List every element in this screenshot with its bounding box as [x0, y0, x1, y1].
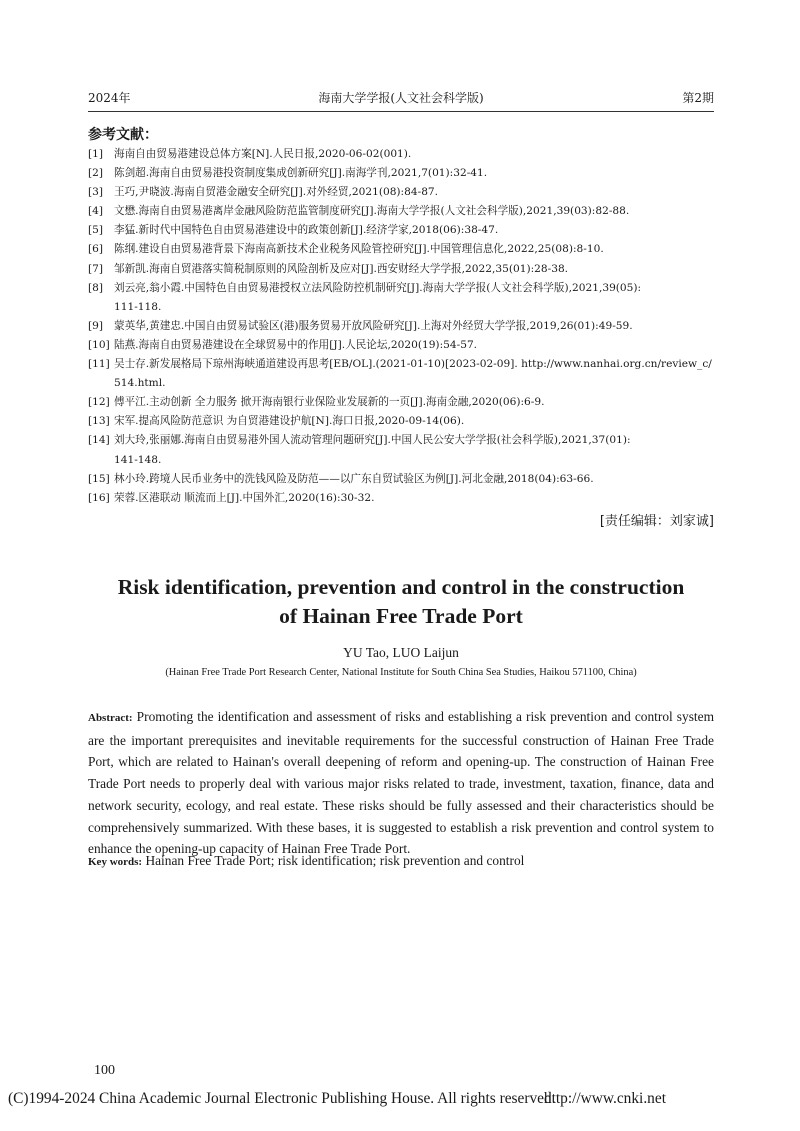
header-issue: 第2期: [682, 91, 714, 105]
reference-item: [88, 336, 714, 355]
reference-text: 林小玲.跨境人民币业务中的洗钱风险及防范——以广东自贸试验区为例[J].河北金融,2018(04):63-66.: [114, 472, 594, 485]
reference-text: 刘云亮,翁小霞.中国特色自由贸易港授权立法风险防控机制研究[J].海南大学学报(人文社会科学版),2021,39(05):: [114, 281, 642, 294]
copyright-text: (C)1994-2024 China Academic Journal Electronic Publishing House. All rights reserved.: [8, 1090, 556, 1107]
reference-item: [88, 355, 714, 393]
header-year: 2024年: [88, 91, 131, 105]
reference-item: [88, 317, 714, 336]
header-rule: [88, 111, 714, 112]
reference-text-continued: 514.html.: [114, 377, 166, 390]
header-journal-name: 海南大学学报(人文社会科学版): [318, 91, 484, 105]
reference-text: 傅平江.主动创新 全力服务 掀开海南银行业保险业发展新的一页[J].海南金融,2020(06):6-9.: [114, 396, 545, 409]
reference-number: [3]: [88, 186, 104, 199]
reference-item: [88, 145, 714, 164]
reference-number: [13]: [88, 415, 110, 428]
copyright-footer: [8, 1090, 792, 1108]
reference-item: [88, 279, 714, 317]
reference-number: [15]: [88, 472, 110, 485]
reference-item: [88, 393, 714, 412]
abstract-text: Promoting the identification and assessment of risks and establishing a risk prevention and control system are the important prerequisites and inevitable requirements for the successful construction of Hainan Free Trade Port, which are related to Hainan's overall deepening of reform and opening-up. The construction of Hainan Free Trade Port needs to properly deal with various major risks related to trade, investment, taxation, finance, data and network security, ecology, and real estate. These risks should be fully assessed and their characteristics should be comprehensively summarized. With these bases, it is suggested to establish a risk prevention and control system to enhance the opening-up capacity of Hainan Free Trade Port.: [88, 709, 714, 857]
reference-number: [10]: [88, 338, 110, 351]
reference-item: [88, 470, 714, 489]
reference-number: [16]: [88, 491, 110, 504]
english-affiliation: (Hainan Free Trade Port Research Center, National Institute for South China Sea Studies, Haikou 571100, China): [165, 667, 637, 678]
responsible-editor: [责任编辑：刘家诚]: [599, 514, 714, 529]
reference-number: [11]: [88, 358, 110, 371]
page-number: 100: [94, 1063, 115, 1078]
reference-item: [88, 431, 714, 469]
reference-text: 陈纲.建设自由贸易港背景下海南高新技术企业税务风险管控研究[J].中国管理信息化,2022,25(08):8-10.: [114, 243, 604, 256]
reference-item: [88, 412, 714, 431]
reference-text: 邹新凯.海南自贸港落实简税制原则的风险剖析及应对[J].西安财经大学学报,2022,35(01):28-38.: [114, 262, 569, 275]
reference-number: [14]: [88, 434, 110, 447]
reference-number: [12]: [88, 396, 110, 409]
reference-text: 文懋.海南自由贸易港离岸金融风险防范监管制度研究[J].海南大学学报(人文社会科学版),2021,39(03):82-88.: [114, 205, 630, 218]
reference-number: [4]: [88, 205, 104, 218]
english-abstract: [88, 706, 714, 860]
reference-text: 陆燕.海南自由贸易港建设在全球贸易中的作用[J].人民论坛,2020(19):54-57.: [114, 338, 478, 351]
english-authors: YU Tao, LUO Laijun: [343, 645, 459, 660]
reference-number: [6]: [88, 243, 104, 256]
reference-number: [8]: [88, 281, 104, 294]
reference-text: 李猛.新时代中国特色自由贸易港建设中的政策创新[J].经济学家,2018(06):38-47.: [114, 224, 499, 237]
english-keywords: [88, 853, 714, 869]
reference-text-continued: 111-118.: [114, 300, 162, 313]
reference-text: 王巧,尹晓波.海南自贸港金融安全研究[J].对外经贸,2021(08):84-87.: [114, 186, 439, 199]
english-title: [88, 573, 714, 631]
reference-text: 宋军.提高风险防范意识 为自贸港建设护航[N].海口日报,2020-09-14(06).: [114, 415, 465, 428]
reference-item: [88, 164, 714, 183]
references-heading: 参考文献：: [88, 127, 158, 143]
running-header: [88, 89, 714, 109]
reference-number: [9]: [88, 319, 104, 332]
reference-item: [88, 489, 714, 508]
reference-number: [1]: [88, 148, 104, 160]
reference-number: [7]: [88, 262, 104, 275]
reference-text: 蒙英华,黄建忠.中国自由贸易试验区(港)服务贸易开放风险研究[J].上海对外经贸大学学报,2019,26(01):49-59.: [114, 319, 633, 332]
abstract-label: Abstract:: [88, 712, 133, 724]
reference-item: [88, 221, 714, 240]
english-title-line: Risk identification, prevention and control in the construction: [117, 575, 685, 599]
keywords-text: Hainan Free Trade Port; risk identification; risk prevention and control: [145, 853, 525, 868]
reference-item: [88, 183, 714, 202]
reference-text: 海南自由贸易港建设总体方案[N].人民日报,2020-06-02(001).: [114, 148, 412, 160]
reference-item: [88, 202, 714, 221]
reference-text: 荣蓉.区港联动 顺流而上[J].中国外汇,2020(16):30-32.: [114, 491, 375, 504]
reference-list: [88, 145, 714, 508]
reference-text: 刘大玲,张丽娜.海南自由贸易港外国人流动管理问题研究[J].中国人民公安大学学报(社会科学版),2021,37(01):: [114, 434, 631, 447]
reference-number: [2]: [88, 167, 104, 180]
cnki-url: http://www.cnki.net: [543, 1090, 666, 1107]
reference-item: [88, 260, 714, 279]
reference-text: 吴士存.新发展格局下琼州海峡通道建设再思考[EB/OL].(2021-01-10)[2023-02-09]. http://www.nanhai.org.cn/review_c/: [114, 358, 712, 371]
reference-text-continued: 141-148.: [114, 453, 162, 466]
reference-item: [88, 240, 714, 259]
keywords-label: Key words:: [88, 856, 143, 868]
reference-number: [5]: [88, 224, 104, 237]
reference-text: 陈剑超.海南自由贸易港投资制度集成创新研究[J].南海学刊,2021,7(01):32-41.: [114, 167, 488, 180]
english-title-line: of Hainan Free Trade Port: [279, 604, 523, 628]
